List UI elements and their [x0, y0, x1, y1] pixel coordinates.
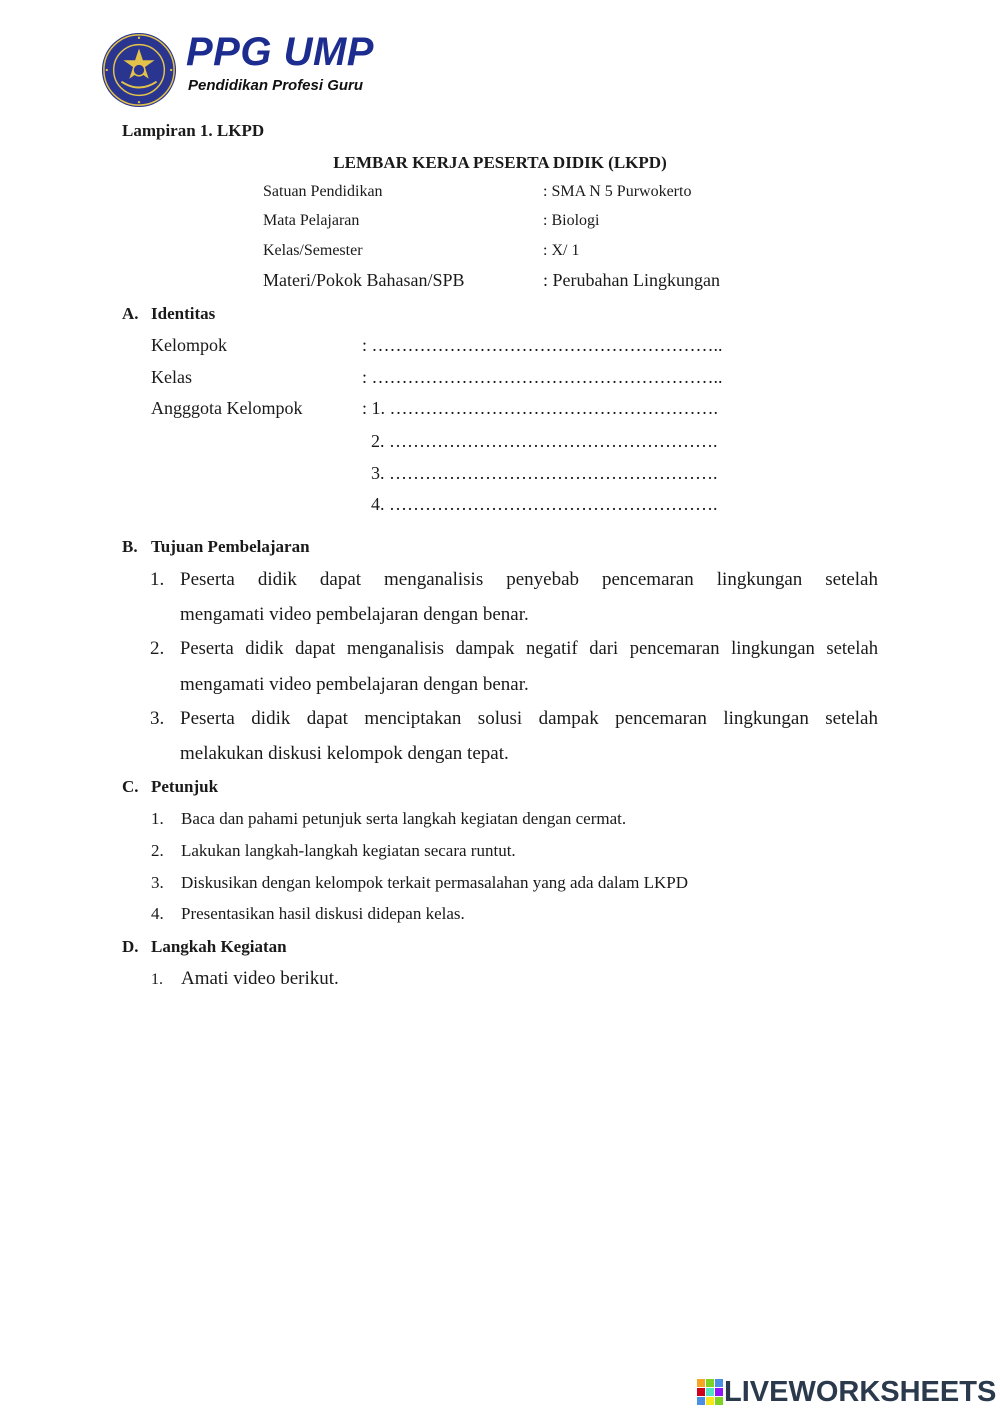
- activity-text: Amati video berikut.: [181, 968, 339, 989]
- list-number: 1.: [151, 809, 164, 828]
- member-field[interactable]: 2. ……………………………………………….: [371, 431, 718, 451]
- list-number: 2.: [150, 638, 165, 659]
- info-value: : Biologi: [543, 212, 600, 229]
- section-a-title: Identitas: [151, 304, 216, 323]
- info-value: : Perubahan Lingkungan: [543, 270, 720, 290]
- info-label: Satuan Pendidikan: [263, 183, 383, 200]
- instruction-text: Baca dan pahami petunjuk serta langkah kegiatan dengan cermat.: [181, 809, 627, 828]
- info-value: : SMA N 5 Purwokerto: [543, 183, 692, 200]
- list-number: 3.: [151, 873, 164, 892]
- identity-field[interactable]: : 1. ……………………………………………….: [362, 398, 719, 418]
- section-letter: B.: [122, 537, 138, 556]
- university-seal-icon: [100, 31, 178, 109]
- instruction-text: Presentasikan hasil diskusi didepan kelas.: [181, 904, 465, 923]
- identity-label: Kelompok: [151, 335, 227, 355]
- document-title: LEMBAR KERJA PESERTA DIDIK (LKPD): [333, 153, 667, 172]
- section-letter: C.: [122, 777, 139, 796]
- list-number: 2.: [151, 841, 164, 860]
- objective-text: Peserta didik dapat menciptakan solusi dampak pencemaran lingkungan setelah: [180, 708, 878, 729]
- appendix-label: Lampiran 1. LKPD: [122, 121, 265, 140]
- list-number: 4.: [151, 904, 164, 923]
- member-field[interactable]: 4. ……………………………………………….: [371, 494, 718, 514]
- objective-text: mengamati video pembelajaran dengan benar.: [180, 604, 529, 625]
- section-c-title: Petunjuk: [151, 777, 219, 796]
- objective-text: Peserta didik dapat menganalisis dampak negatif dari pencemaran lingkungan setelah: [180, 638, 878, 659]
- list-number: 1.: [151, 971, 163, 988]
- identity-field[interactable]: : …………………………………………………..: [362, 367, 723, 387]
- info-label: Mata Pelajaran: [263, 212, 360, 229]
- member-field[interactable]: 3. ……………………………………………….: [371, 463, 718, 483]
- list-number: 1.: [150, 569, 165, 590]
- brand-subtitle: Pendidikan Profesi Guru: [188, 77, 364, 94]
- brand-title: PPG UMP: [186, 30, 374, 74]
- instruction-text: Lakukan langkah-langkah kegiatan secara runtut.: [181, 841, 516, 860]
- identity-label: Angggota Kelompok: [151, 398, 303, 418]
- identity-label: Kelas: [151, 367, 192, 387]
- section-letter: A.: [122, 304, 139, 323]
- identity-field[interactable]: : …………………………………………………..: [362, 335, 723, 355]
- objective-text: mengamati video pembelajaran dengan benar.: [180, 674, 529, 695]
- objective-text: Peserta didik dapat menganalisis penyebab pencemaran lingkungan setelah: [180, 569, 878, 590]
- info-label: Materi/Pokok Bahasan/SPB: [263, 270, 465, 290]
- watermark-text: LIVEWORKSHEETS: [724, 1376, 997, 1408]
- section-b-title: Tujuan Pembelajaran: [151, 537, 310, 556]
- objective-text: melakukan diskusi kelompok dengan tepat.: [180, 743, 509, 764]
- section-letter: D.: [122, 937, 139, 956]
- liveworksheets-logo-icon: [697, 1379, 723, 1405]
- info-label: Kelas/Semester: [263, 242, 363, 259]
- section-d-title: Langkah Kegiatan: [151, 937, 287, 956]
- info-value: : X/ 1: [543, 242, 580, 259]
- list-number: 3.: [150, 708, 165, 729]
- instruction-text: Diskusikan dengan kelompok terkait permasalahan yang ada dalam LKPD: [181, 873, 689, 892]
